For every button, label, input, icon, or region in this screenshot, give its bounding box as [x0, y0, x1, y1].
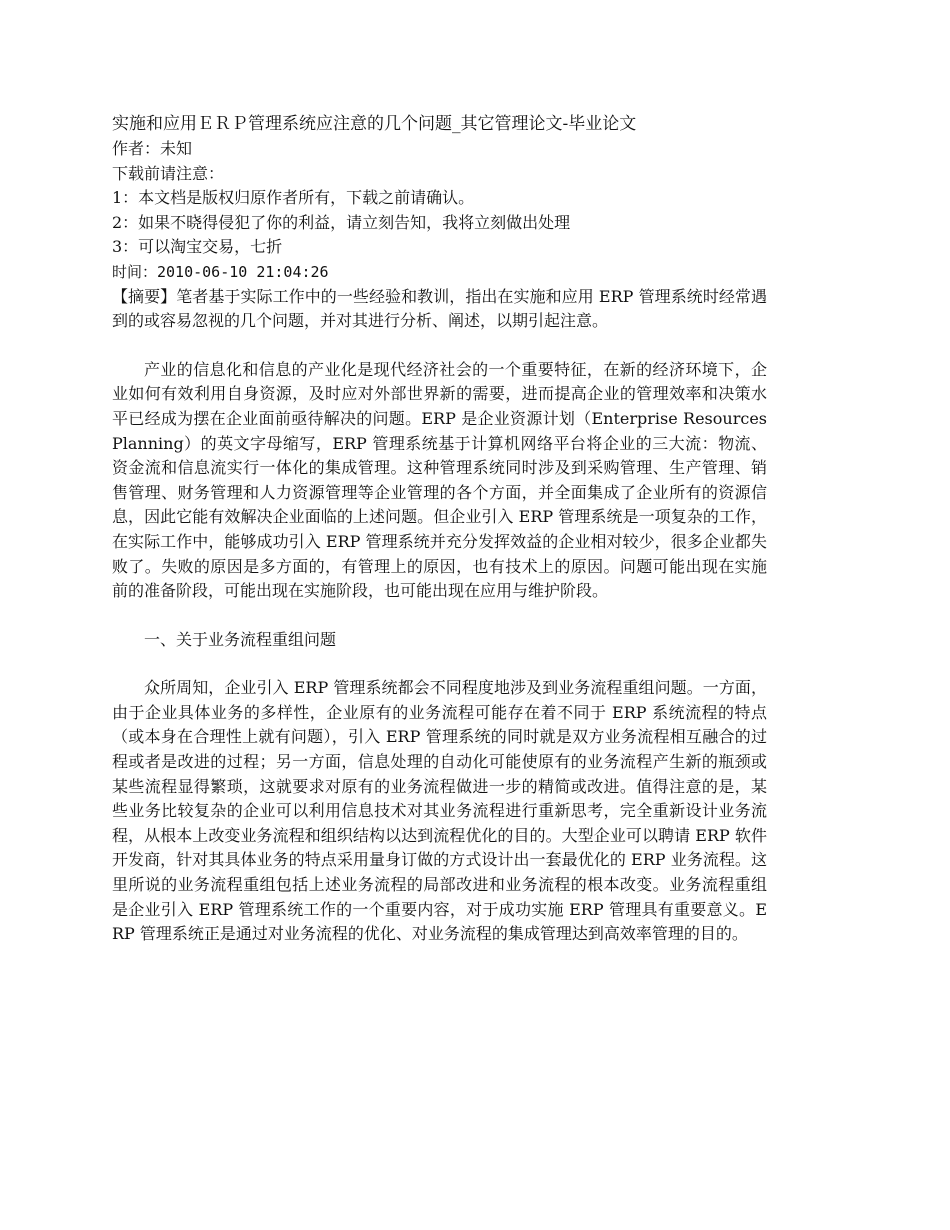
spacer [112, 604, 767, 628]
document-page [112, 112, 767, 947]
note-item-2: 2：如果不晓得侵犯了你的利益，请立刻告知，我将立刻做出处理 [112, 212, 571, 232]
abstract-paragraph: 【摘要】笔者基于实际工作中的一些经验和教训，指出在实施和应用 ERP 管理系统时经常遇到的或容易忽视的几个问题，并对其进行分析、阐述，以期引起注意。 [112, 286, 767, 331]
document-title: 实施和应用ＥＲＰ管理系统应注意的几个问题_其它管理论文-毕业论文 [112, 114, 637, 134]
spacer [112, 652, 767, 676]
section-heading: 一、关于业务流程重组问题 [144, 629, 337, 649]
section-paragraph: 众所周知，企业引入 ERP 管理系统都会不同程度地涉及到业务流程重组问题。一方面，由于企业具体业务的多样性，企业原有的业务流程可能存在着不同于 ERP 系统流程的特点（或本身在合理性上就有问题），引入 ERP 管理系统的同时就是双方业务流程相互融合的过程或者是改进的过程；另一方面，信息处理的自动化可能使原有的业务流程产生新的瓶颈或某些流程显得繁琐，这就要求对原有的业务流程做进一步的精简或改进。值得注意的是，某些业务比较复杂的企业可以利用信息技术对其业务流程进行重新思考，完全重新设计业务流程，从根本上改变业务流程和组织结构以达到流程优化的目的。大型企业可以聘请 ERP 软件开发商，针对其具体业务的特点采用量身订做的方式设计出一套最优化的 ERP 业务流程。这里所说的业务流程重组包括上述业务流程的局部改进和业务流程的根本改变。业务流程重组是企业引入 ERP 管理系统工作的一个重要内容，对于成功实施 ERP 管理具有重要意义。ERP 管理系统正是通过对业务流程的优化、对业务流程的集成管理达到高效率管理的目的。 [112, 678, 767, 944]
note-item-3: 3：可以淘宝交易，七折 [112, 237, 283, 257]
intro-paragraph: 产业的信息化和信息的产业化是现代经济社会的一个重要特征，在新的经济环境下，企业如何有效利用自身资源，及时应对外部世界新的需要，进而提高企业的管理效率和决策水平已经成为摆在企业面前亟待解决的问题。ERP 是企业资源计划（Enterprise Resources Planning）的英文字母缩写，ERP 管理系统基于计算机网络平台将企业的三大流：物流、资金流和信息流实行一体化的集成管理。这种管理系统同时涉及到采购管理、生产管理、销售管理、财务管理和人力资源管理等企业管理的各个方面，并全面集成了企业所有的资源信息，因此它能有效解决企业面临的上述问题。但企业引入 ERP 管理系统是一项复杂的工作，在实际工作中，能够成功引入 ERP 管理系统并充分发挥效益的企业相对较少，很多企业都失败了。失败的原因是多方面的，有管理上的原因，也有技术上的原因。问题可能出现在实施前的准备阶段，可能出现在实施阶段，也可能出现在应用与维护阶段。 [112, 359, 767, 601]
timestamp-line: 时间：2010-06-10 21:04:26 [112, 262, 329, 281]
note-item-1: 1：本文档是版权归原作者所有，下载之前请确认。 [112, 188, 475, 208]
download-note: 下载前请注意： [112, 163, 225, 183]
spacer [112, 334, 767, 358]
author-line: 作者：未知 [112, 139, 193, 158]
